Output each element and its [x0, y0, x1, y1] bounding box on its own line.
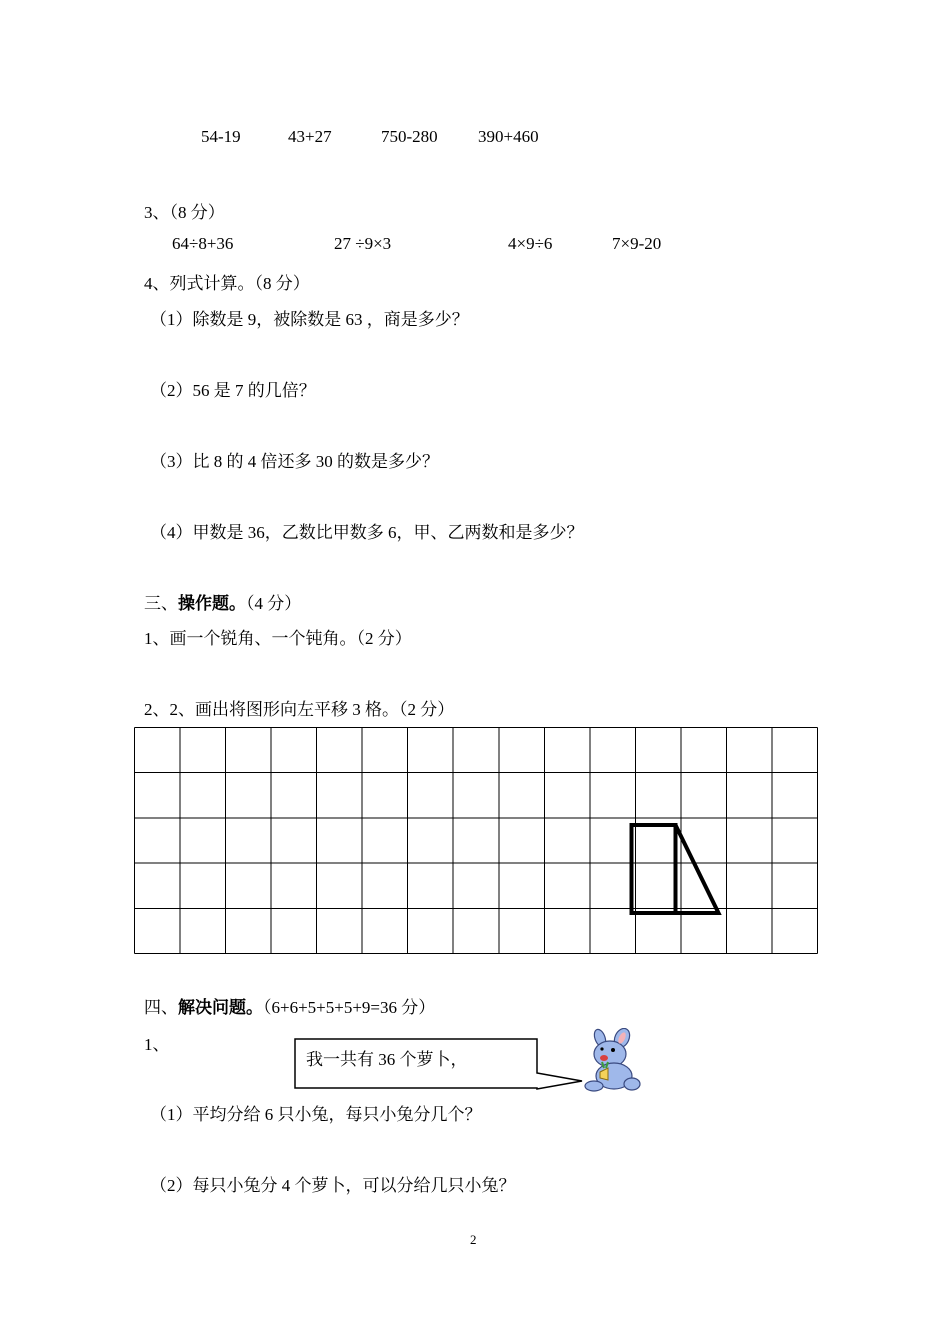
q4-item: （1）除数是 9，被除数是 63 ，商是多少？	[150, 310, 469, 329]
section3-q1: 1、画一个锐角、一个钝角。（2 分）	[144, 629, 412, 648]
translation-grid	[134, 727, 818, 954]
section3-score: （4 分）	[246, 594, 302, 613]
calc-item: 390+460	[478, 127, 539, 146]
shape-triangle	[676, 825, 719, 913]
q3-item: 27 ÷9×3	[334, 234, 392, 253]
page-number: 2	[470, 1232, 477, 1247]
section3-title: 操作题。	[178, 594, 246, 613]
section4-q1-label: 1、	[144, 1035, 170, 1054]
q4-item: （2）56 是 7 的几倍？	[150, 381, 316, 400]
q4-item: （4）甲数是 36，乙数比甲数多 6，甲、乙两数和是多少？	[150, 523, 584, 542]
section4-title: 解决问题。	[178, 998, 263, 1017]
shape-rectangle	[632, 825, 676, 913]
q4-item: （3）比 8 的 4 倍还多 30 的数是多少？	[150, 452, 439, 471]
calc-item: 54-19	[201, 127, 241, 146]
section3-prefix: 三、	[144, 594, 178, 613]
section4-sub2: （2）每只小兔分 4 个萝卜，可以分给几只小兔？	[150, 1176, 516, 1195]
rabbit-icon	[578, 1028, 644, 1094]
q3-item: 4×9÷6	[508, 234, 553, 253]
section4-sub1: （1）平均分给 6 只小兔，每只小兔分几个？	[150, 1105, 482, 1124]
q3-item: 64÷8+36	[172, 234, 234, 253]
q3-heading: 3、（8 分）	[144, 203, 225, 222]
section4-score: （6+6+5+5+5+9=36 分）	[263, 998, 436, 1017]
section4-heading	[144, 993, 435, 1018]
q3-item: 7×9-20	[612, 234, 662, 253]
section4-prefix: 四、	[144, 998, 178, 1017]
speech-bubble	[294, 1038, 586, 1099]
calc-item: 43+27	[288, 127, 332, 146]
section3-q2: 2、2、画出将图形向左平移 3 格。（2 分）	[144, 700, 455, 719]
bubble-text: 我一共有 36 个萝卜，	[306, 1050, 468, 1069]
calc-item: 750-280	[381, 127, 438, 146]
section3-heading	[144, 589, 301, 614]
grid-shape	[632, 825, 719, 913]
q4-heading: 4、列式计算。（8 分）	[144, 274, 310, 293]
